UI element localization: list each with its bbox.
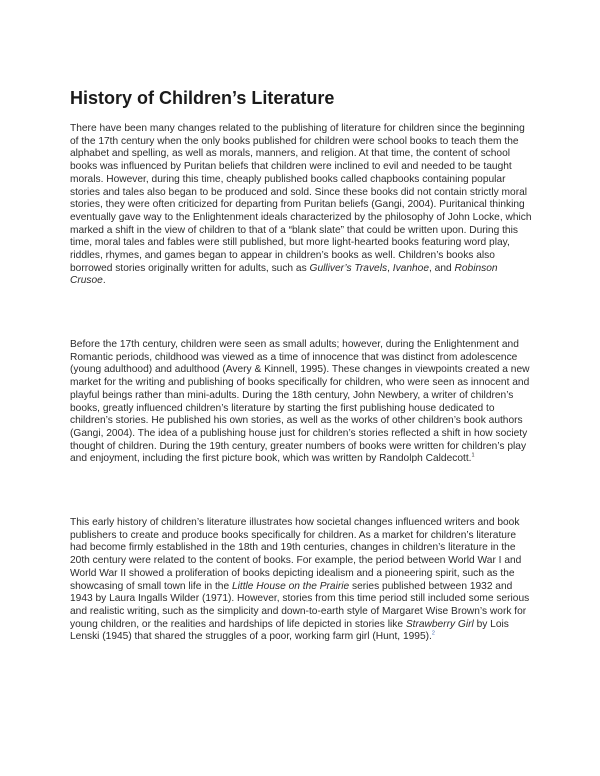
book-title-robinson-crusoe: Robinson Crusoe [70,262,498,287]
book-title-little-house: Little House on the Prairie [231,580,350,592]
book-title-ivanhoe: Ivanhoe [392,262,430,274]
paragraph-3-text-a: This early history of children’s literature illustrates how societal changes influenced writers and book publishers to create and produce books specifically for children. As a market for children’s literature had become firmly established in the 18th and 19th centuries, changes in children’s literature in the 20th century were related to the content of books. For example, the period between World War I and World War II showed a proliferation of books depicting idealism and a pioneering spirit, such as the showcasing of small town life in the [70,517,522,592]
paragraph-3 [70,517,532,644]
separator-1: , [387,262,393,274]
paragraph-1 [70,123,532,288]
book-title-gullivers-travels: Gulliver’s Travels [309,262,388,274]
separator-2: , and [429,262,455,274]
paragraph-1-end: . [102,275,106,287]
paragraph-2 [70,339,532,466]
footnote-marker-2[interactable]: 2 [431,630,435,637]
paragraph-2-text: Before the 17th century, children were seen as small adults; however, during the Enlightenment and Romantic periods, childhood was viewed as a time of innocence that was distinct from adolescence (young adulthood) and adulthood (Avery & Kinnell, 1995). These changes in viewpoints created a new market for the writing and publishing of books specifically for children, who were seen as innocent and playful beings rather than mini-adults. During the 18th century, John Newbery, a writer of children’s books, greatly influenced children’s literature by starting the first publishing house dedicated to children’s stories. He published his own stories, as well as the works of other children’s book authors (Gangi, 2004). The idea of a publishing house just for children’s stories reflected a shift in how society thought of children. During the 19th century, greater numbers of books were written for children’s play and enjoyment, including the first picture book, which was written by Randolph Caldecott. [70,339,530,465]
paragraph-3-text-c: by Lois Lenski (1945) that shared the struggles of a poor, working farm girl (Hunt, 1995). [70,618,509,643]
book-title-strawberry-girl: Strawberry Girl [405,618,474,630]
footnote-marker-1[interactable]: 1 [471,452,475,459]
paragraph-3-text-b: series published between 1932 and 1943 by Laura Ingalls Wilder (1971). However, stories from this time period still included some serious and realistic writing, such as the simplicity and down-to-earth style of Margaret Wise Brown’s work for young children, or the realities and hardships of life depicted in stories like [70,580,530,630]
paragraph-1-text: There have been many changes related to the publishing of literature for children since the beginning of the 17th century when the only books published for children were school books to teach them the alphabet and spelling, as well as morals, manners, and religion. At that time, the content of school books was influenced by Puritan beliefs that children were inclined to evil and needed to be taught morals. However, during this time, cheaply published books called chapbooks containing popular stories and tales also began to be produced and sold. Since these books did not contain strictly moral stories, they were often criticized for departing from Puritan beliefs (Gangi, 2004). Puritanical thinking eventually gave way to the Enlightenment ideals characterized by the philosophy of John Locke, which marked a shift in the view of children to that of a “blank slate” that could be written upon. During this time, moral tales and fables were still published, but more light-hearted books featuring word play, riddles, rhymes, and games began to appear in children’s books as well. Children’s books also borrowed stories originally written for adults, such as [70,123,532,274]
page-title: History of Children’s Literature [70,88,335,108]
